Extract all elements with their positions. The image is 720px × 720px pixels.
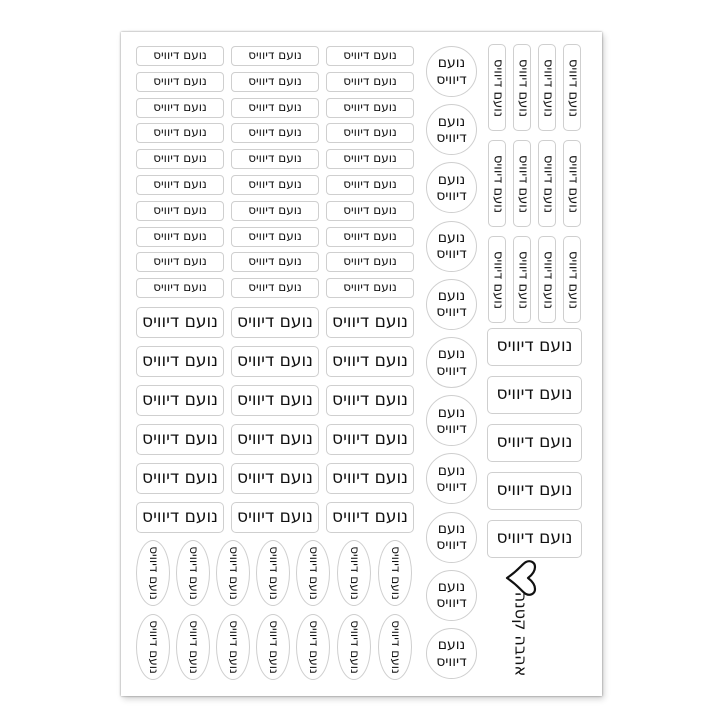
vertical-name-label — [488, 236, 506, 323]
label-text: נועם דיוויס — [388, 620, 403, 674]
brand-logo — [493, 558, 549, 682]
small-name-label: נועם דיוויס — [136, 72, 224, 92]
oval-name-label — [256, 614, 290, 680]
small-name-label: נועם דיוויס — [136, 278, 224, 298]
label-text: נועם דיוויס — [490, 154, 506, 213]
oval-name-label — [378, 614, 412, 680]
large-name-label: נועם דיוויס — [231, 385, 319, 416]
small-name-label: נועם דיוויס — [136, 46, 224, 66]
small-name-label: נועם דיוויס — [231, 227, 319, 247]
small-name-label: נועם דיוויס — [326, 149, 414, 169]
round-name-label: נועם דיוויס — [426, 221, 477, 272]
oval-name-label — [378, 540, 412, 606]
vertical-name-label — [538, 236, 556, 323]
large-name-label: נועם דיוויס — [326, 424, 414, 455]
label-text: נועם דיוויס — [540, 58, 556, 117]
oval-name-label — [296, 540, 330, 606]
label-text: נועם דיוויס — [306, 546, 321, 600]
small-name-label: נועם דיוויס — [231, 252, 319, 272]
large-name-label: נועם דיוויס — [231, 463, 319, 494]
label-text: נועם דיוויס — [146, 620, 161, 674]
small-name-label: נועם דיוויס — [231, 72, 319, 92]
label-text: נועם דיוויס — [226, 620, 241, 674]
round-name-label: נועם דיוויס — [426, 104, 477, 155]
oval-name-label — [337, 614, 371, 680]
round-name-label: נועם דיוויס — [426, 628, 477, 679]
oval-name-label — [216, 614, 250, 680]
small-name-label: נועם דיוויס — [326, 227, 414, 247]
oval-name-label — [296, 614, 330, 680]
small-name-label: נועם דיוויס — [136, 175, 224, 195]
label-text: נועם דיוויס — [490, 250, 506, 309]
label-text: נועם דיוויס — [515, 250, 531, 309]
label-text: נועם דיוויס — [515, 58, 531, 117]
oval-name-label — [176, 614, 210, 680]
wide-name-label: נועם דיוויס — [487, 520, 582, 558]
label-text: נועם דיוויס — [540, 154, 556, 213]
small-name-label: נועם דיוויס — [231, 149, 319, 169]
label-text: נועם דיוויס — [266, 620, 281, 674]
large-name-label: נועם דיוויס — [326, 502, 414, 533]
vertical-name-label — [563, 236, 581, 323]
small-name-label: נועם דיוויס — [231, 123, 319, 143]
vertical-name-label — [513, 236, 531, 323]
label-text: נועם דיוויס — [266, 546, 281, 600]
round-name-label: נועם דיוויס — [426, 512, 477, 563]
small-name-label: נועם דיוויס — [326, 46, 414, 66]
small-name-label: נועם דיוויס — [326, 175, 414, 195]
small-name-label: נועם דיוויס — [136, 252, 224, 272]
small-name-label: נועם דיוויס — [231, 175, 319, 195]
small-name-label: נועם דיוויס — [326, 201, 414, 221]
small-name-label: נועם דיוויס — [326, 98, 414, 118]
small-name-label: נועם דיוויס — [231, 278, 319, 298]
large-name-label: נועם דיוויס — [136, 424, 224, 455]
vertical-name-label — [488, 44, 506, 131]
round-name-label: נועם דיוויס — [426, 279, 477, 330]
large-name-label: נועם דיוויס — [136, 385, 224, 416]
label-text: נועם דיוויס — [306, 620, 321, 674]
label-text: נועם דיוויס — [186, 620, 201, 674]
label-text: נועם דיוויס — [565, 154, 581, 213]
small-name-label: נועם דיוויס — [326, 72, 414, 92]
large-name-label: נועם דיוויס — [231, 346, 319, 377]
round-name-label: נועם דיוויס — [426, 162, 477, 213]
label-text: נועם דיוויס — [565, 250, 581, 309]
oval-name-label — [136, 540, 170, 606]
wide-name-label: נועם דיוויס — [487, 376, 582, 414]
vertical-name-label — [538, 140, 556, 227]
label-text: נועם דיוויס — [146, 546, 161, 600]
vertical-name-label — [563, 44, 581, 131]
vertical-name-label — [513, 140, 531, 227]
oval-name-label — [256, 540, 290, 606]
large-name-label: נועם דיוויס — [326, 385, 414, 416]
small-name-label: נועם דיוויס — [136, 227, 224, 247]
small-name-label: נועם דיוויס — [136, 149, 224, 169]
oval-name-label — [176, 540, 210, 606]
large-name-label: נועם דיוויס — [231, 502, 319, 533]
round-name-label: נועם דיוויס — [426, 337, 477, 388]
vertical-name-label — [538, 44, 556, 131]
oval-name-label — [216, 540, 250, 606]
large-name-label: נועם דיוויס — [136, 346, 224, 377]
oval-name-label — [337, 540, 371, 606]
large-name-label: נועם דיוויס — [326, 307, 414, 338]
vertical-name-label — [513, 44, 531, 131]
small-name-label: נועם דיוויס — [136, 201, 224, 221]
small-name-label: נועם דיוויס — [326, 252, 414, 272]
label-text: נועם דיוויס — [347, 620, 362, 674]
label-text: נועם דיוויס — [347, 546, 362, 600]
wide-name-label: נועם דיוויס — [487, 424, 582, 462]
label-text: נועם דיוויס — [565, 58, 581, 117]
vertical-name-label — [563, 140, 581, 227]
small-name-label: נועם דיוויס — [136, 98, 224, 118]
round-name-label: נועם דיוויס — [426, 46, 477, 97]
label-text: נועם דיוויס — [226, 546, 241, 600]
brand-name: אהבה קטנה — [511, 591, 531, 677]
large-name-label: נועם דיוויס — [326, 463, 414, 494]
small-name-label: נועם דיוויס — [231, 201, 319, 221]
large-name-label: נועם דיוויס — [136, 502, 224, 533]
large-name-label: נועם דיוויס — [231, 424, 319, 455]
label-text: נועם דיוויס — [515, 154, 531, 213]
wide-name-label: נועם דיוויס — [487, 328, 582, 366]
label-text: נועם דיוויס — [388, 546, 403, 600]
round-name-label: נועם דיוויס — [426, 570, 477, 621]
large-name-label: נועם דיוויס — [136, 463, 224, 494]
label-text: נועם דיוויס — [540, 250, 556, 309]
oval-name-label — [136, 614, 170, 680]
small-name-label: נועם דיוויס — [231, 46, 319, 66]
round-name-label: נועם דיוויס — [426, 453, 477, 504]
label-text: נועם דיוויס — [186, 546, 201, 600]
label-text: נועם דיוויס — [490, 58, 506, 117]
wide-name-label: נועם דיוויס — [487, 472, 582, 510]
large-name-label: נועם דיוויס — [136, 307, 224, 338]
small-name-label: נועם דיוויס — [231, 98, 319, 118]
large-name-label: נועם דיוויס — [231, 307, 319, 338]
round-name-label: נועם דיוויס — [426, 395, 477, 446]
large-name-label: נועם דיוויס — [326, 346, 414, 377]
small-name-label: נועם דיוויס — [136, 123, 224, 143]
small-name-label: נועם דיוויס — [326, 123, 414, 143]
vertical-name-label — [488, 140, 506, 227]
small-name-label: נועם דיוויס — [326, 278, 414, 298]
